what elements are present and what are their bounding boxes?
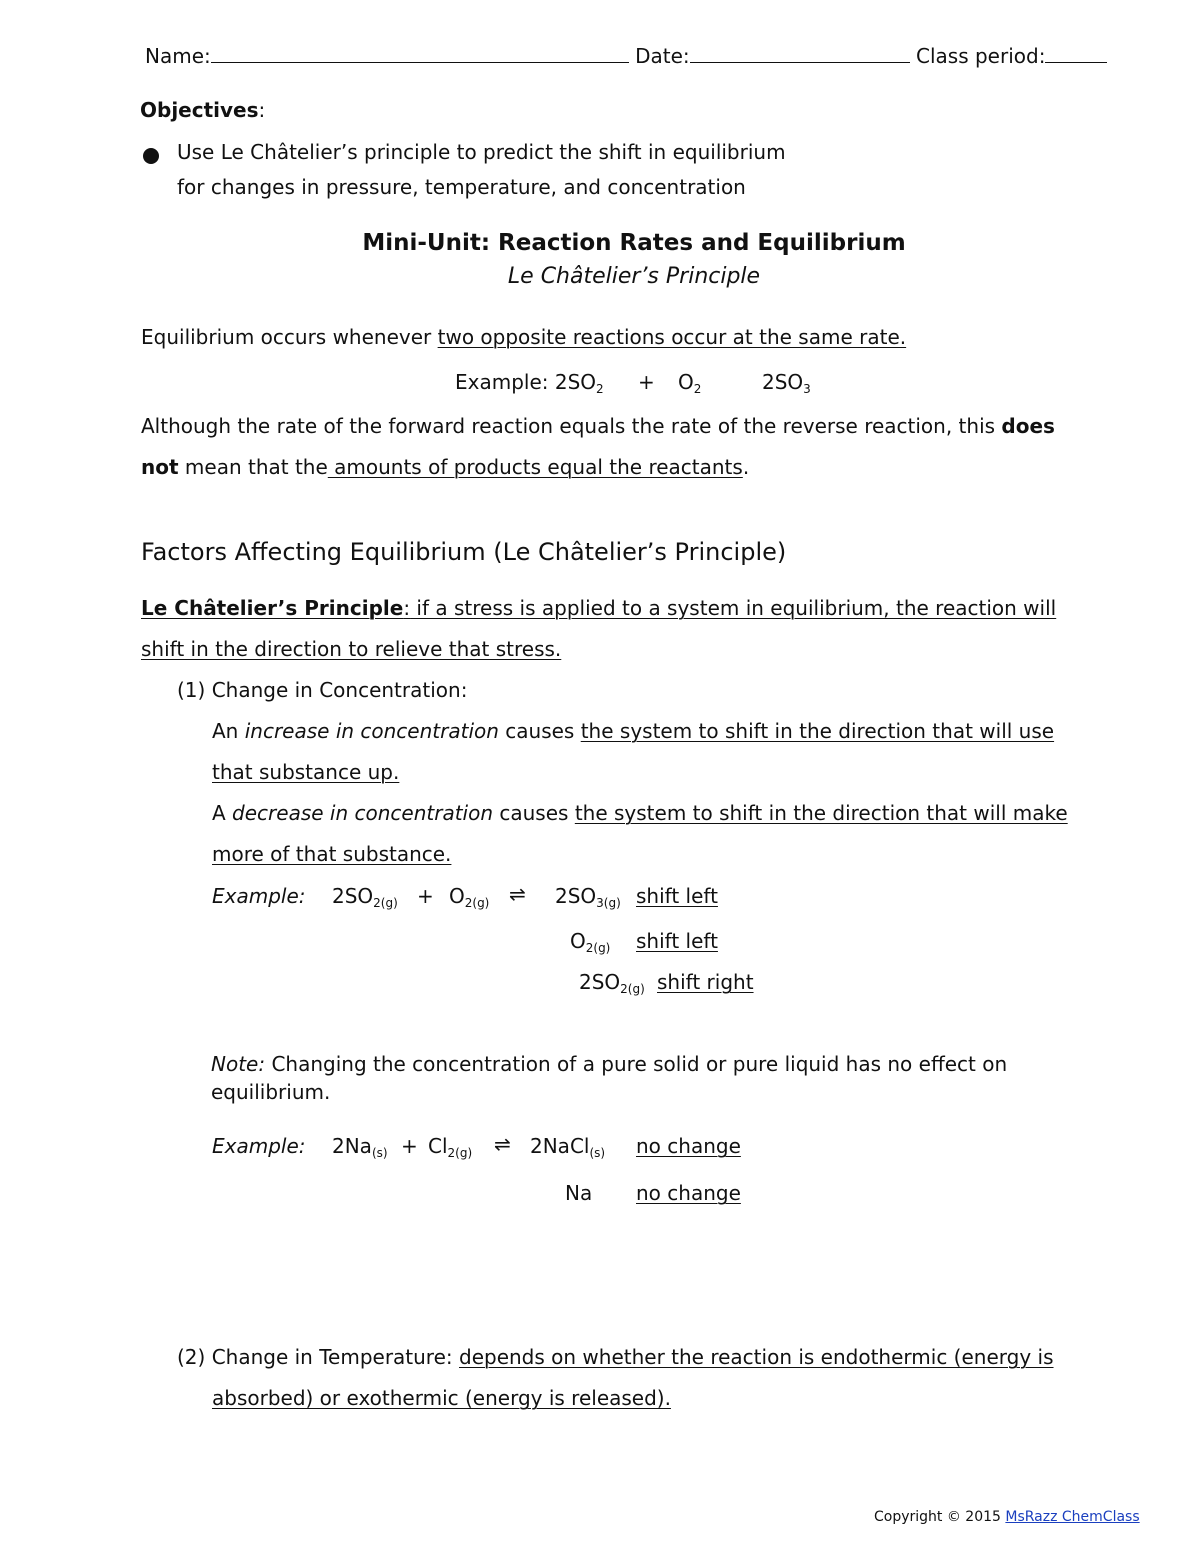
subscript: 2(g)	[585, 941, 611, 955]
principle-line-1	[141, 596, 1056, 620]
note-row-2: Na	[565, 1181, 593, 1205]
formula: 2SO	[555, 884, 597, 908]
date-label: Date:	[635, 44, 690, 68]
subscript: (s)	[371, 1146, 388, 1160]
example-oxygen	[678, 370, 701, 394]
subscript: 2	[693, 382, 702, 396]
conc-answer-2: shift left	[636, 929, 718, 953]
rates-text: mean that the	[178, 455, 328, 479]
equilibrium-arrow-icon: ⇌	[509, 882, 526, 906]
bullet-icon	[143, 148, 159, 164]
conc-reactant-2	[449, 884, 489, 908]
equilibrium-answer: two opposite reactions occur at the same rate.	[437, 325, 907, 349]
note-label: Note:	[211, 1052, 266, 1076]
concentration-heading: (1) Change in Concentration:	[177, 678, 468, 702]
page-subtitle: Le Châtelier’s Principle	[507, 264, 761, 289]
increase-line-2: that substance up.	[212, 760, 400, 784]
rates-answer: amounts of products equal the reactants	[327, 455, 743, 479]
temperature-line-1	[177, 1345, 1054, 1369]
formula: 2SO	[332, 884, 374, 908]
increase-line-1	[212, 719, 1054, 743]
temperature-heading: (2) Change in Temperature:	[177, 1345, 459, 1369]
formula: 2NaCl	[530, 1134, 590, 1158]
oxygen-symbol: O	[678, 370, 694, 394]
note-product	[530, 1134, 605, 1158]
objective-line-2: for changes in pressure, temperature, and concentration	[177, 175, 746, 199]
increase-answer: the system to shift in the direction that will use	[580, 719, 1055, 743]
principle-line-2: shift in the direction to relieve that stress.	[141, 637, 562, 661]
equilibrium-text: Equilibrium occurs whenever	[141, 325, 438, 349]
note-reactant-2	[428, 1134, 472, 1158]
formula: 2SO	[579, 970, 621, 994]
page-title: Mini-Unit: Reaction Rates and Equilibrium	[362, 230, 906, 256]
example-product	[762, 370, 811, 394]
temperature-answer: depends on whether the reaction is endothermic (energy is	[459, 1345, 1054, 1369]
decrease-line-1	[212, 801, 1068, 825]
formula: Cl	[428, 1134, 448, 1158]
name-blank[interactable]	[211, 44, 629, 63]
equilibrium-example-reactant	[455, 370, 604, 394]
conc-answer-3: shift right	[657, 970, 754, 994]
objectives-colon: :	[258, 98, 266, 122]
temperature-line-2: absorbed) or exothermic (energy is released).	[212, 1386, 671, 1410]
principle-answer: if a stress is applied to a system in equilibrium, the reaction will	[410, 596, 1057, 620]
note-line-1	[211, 1052, 1007, 1076]
note-answer-1: no change	[636, 1134, 741, 1158]
subscript: 2(g)	[373, 896, 398, 910]
text: causes	[498, 719, 581, 743]
formula: O	[449, 884, 465, 908]
italic-term: decrease in concentration	[232, 801, 494, 825]
subscript: (s)	[589, 1146, 606, 1160]
subscript: 3(g)	[596, 896, 621, 910]
concentration-example-label: Example:	[212, 884, 306, 908]
decrease-answer: the system to shift in the direction that will make	[574, 801, 1068, 825]
note-example-label: Example:	[212, 1134, 306, 1158]
conc-answer-1: shift left	[636, 884, 718, 908]
date-blank[interactable]	[690, 44, 910, 63]
header-fields	[145, 44, 1107, 68]
rates-period: .	[742, 455, 750, 479]
conc-plus: +	[417, 884, 434, 908]
decrease-line-2: more of that substance.	[212, 842, 452, 866]
text: A	[212, 801, 233, 825]
factors-heading: Factors Affecting Equilibrium (Le Châtelier’s Principle)	[141, 538, 787, 566]
class-period-blank[interactable]	[1045, 44, 1107, 63]
name-label: Name:	[145, 44, 211, 68]
subscript: 3	[803, 382, 811, 396]
note-line-2: equilibrium.	[211, 1080, 331, 1104]
objectives-heading	[140, 98, 265, 122]
conc-reactant-1	[332, 884, 398, 908]
note-plus: +	[401, 1134, 418, 1158]
note-reactant-1	[332, 1134, 388, 1158]
product-symbol: 2SO	[762, 370, 804, 394]
rates-bold: does	[1001, 414, 1055, 438]
copyright-text: Copyright © 2015	[874, 1509, 1006, 1525]
note-answer-2: no change	[636, 1181, 741, 1205]
conc-product	[555, 884, 621, 908]
example-label: Example: 2SO	[455, 370, 597, 394]
rates-paragraph-line-1	[141, 414, 1055, 438]
equilibrium-definition	[141, 325, 906, 349]
example-plus: +	[638, 370, 655, 394]
principle-label: Le Châtelier’s Principle	[141, 596, 404, 620]
conc-row-2	[570, 929, 610, 953]
italic-term: increase in concentration	[244, 719, 499, 743]
formula: 2Na	[332, 1134, 372, 1158]
objectives-label: Objectives	[140, 98, 259, 122]
msrazz-chemclass-link[interactable]: MsRazz ChemClass	[1005, 1509, 1140, 1525]
footer-copyright	[874, 1509, 1140, 1526]
subscript: 2(g)	[464, 896, 490, 910]
conc-row-3	[579, 970, 645, 994]
rates-bold: not	[141, 455, 179, 479]
subscript: 2(g)	[620, 982, 645, 996]
formula: O	[570, 929, 586, 953]
equilibrium-arrow-icon: ⇌	[494, 1132, 511, 1156]
text: causes	[493, 801, 575, 825]
principle-colon: :	[403, 596, 411, 620]
rates-paragraph-line-2	[141, 455, 749, 479]
rates-text: Although the rate of the forward reaction equals the rate of the reverse reaction, this	[141, 414, 1002, 438]
objective-bullet	[143, 145, 159, 169]
objective-line-1: Use Le Châtelier’s principle to predict the shift in equilibrium	[177, 140, 786, 164]
note-text: Changing the concentration of a pure solid or pure liquid has no effect on	[265, 1052, 1008, 1076]
class-period-label: Class period:	[916, 44, 1046, 68]
subscript: 2	[596, 382, 604, 396]
subscript: 2(g)	[447, 1146, 473, 1160]
text: An	[212, 719, 245, 743]
